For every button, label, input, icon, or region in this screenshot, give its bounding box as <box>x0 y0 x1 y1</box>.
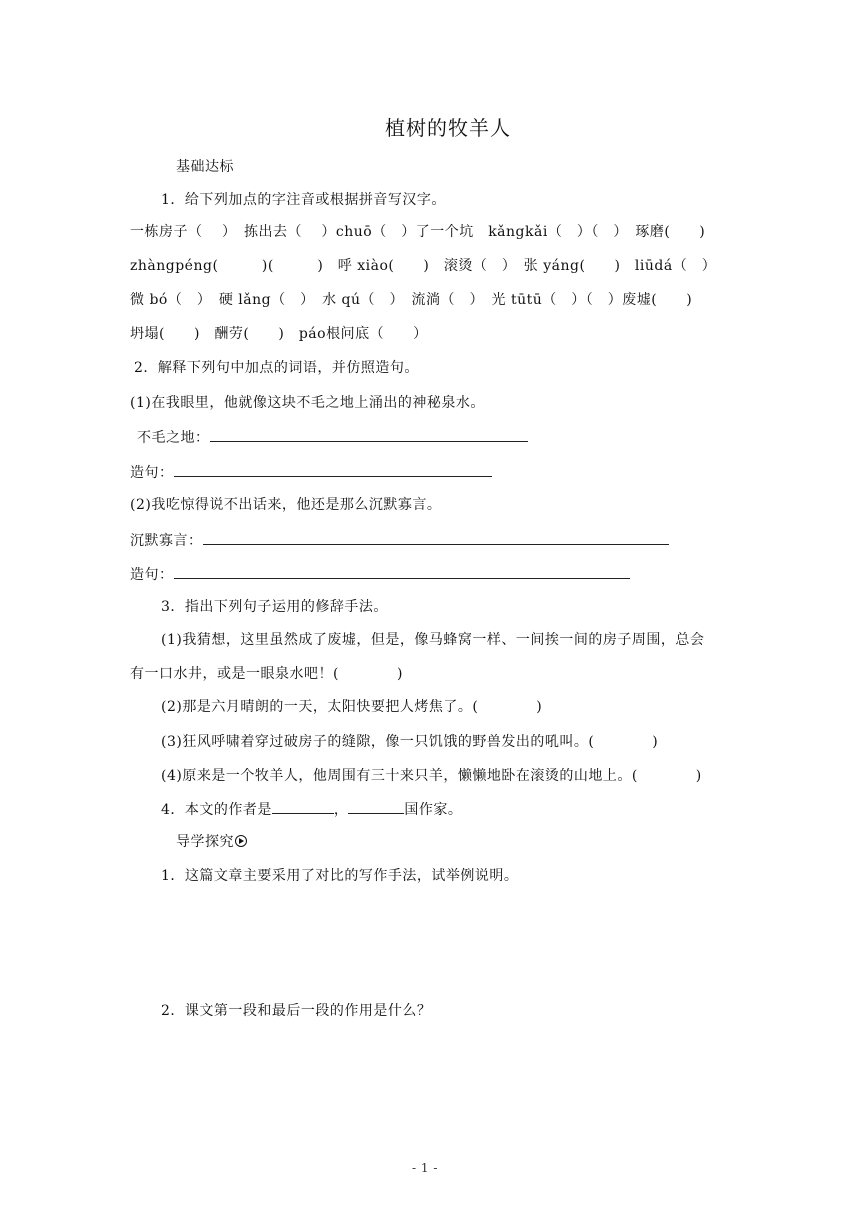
section-heading-text: 导学探究 <box>176 834 234 850</box>
q4-text-b: 国作家。 <box>404 802 463 818</box>
explore-question-1: 1．这篇文章主要采用了对比的写作手法，试举例说明。 <box>161 868 519 884</box>
answer-blank[interactable] <box>203 530 669 545</box>
question-1: 1．给下列加点的字注音或根据拼音写汉字。 <box>161 192 446 208</box>
q4-separator: ， <box>333 802 349 818</box>
page-title: 植树的牧羊人 <box>385 116 511 140</box>
section-heading-basics: 基础达标 <box>176 159 234 175</box>
q1-row-3: 微 bó（ ） 硬 lǎng（ ） 水 qú（ ） 流淌（ ） 光 tūtū（ ）（ ）废墟( ) <box>130 292 693 308</box>
answer-label: 不毛之地： <box>137 430 210 446</box>
q2-answer-line-1 <box>137 427 528 448</box>
q1-row-1: 一栋房子（ ） 拣出去（ ）chuō（ ）了一个坑 kǎngkǎi（ ）（ ） 琢磨( ) <box>130 224 706 240</box>
question-3: 3．指出下列句子运用的修辞手法。 <box>161 599 388 615</box>
q3-item-4: (4)原来是一个牧羊人，他周围有三十来只羊，懒懒地卧在滚烫的山地上。( ) <box>161 768 702 784</box>
q3-item-2: (2)那是六月晴朗的一天，太阳快要把人烤焦了。( ) <box>161 699 543 715</box>
answer-label: 造句： <box>130 567 174 583</box>
play-circle-icon <box>235 835 247 847</box>
answer-blank[interactable] <box>174 564 630 579</box>
q3-item-3: (3)狂风呼啸着穿过破房子的缝隙，像一只饥饿的野兽发出的吼叫。( ) <box>161 734 659 750</box>
author-blank[interactable] <box>272 799 334 814</box>
answer-blank[interactable] <box>174 462 492 477</box>
question-2: 2．解释下列句中加点的词语，并仿照造句。 <box>134 360 419 376</box>
explore-question-2: 2．课文第一段和最后一段的作用是什么？ <box>161 1003 432 1019</box>
country-blank[interactable] <box>348 799 404 814</box>
q3-item-1a: (1)我猜想，这里虽然成了废墟，但是，像马蜂窝一样、一间挨一间的房子周围，总会 <box>161 632 705 648</box>
page-number: - 1 - <box>412 1161 438 1175</box>
answer-blank[interactable] <box>210 427 528 442</box>
q1-row-2: zhàngpéng( )( ) 呼 xiào( ) 滚烫（ ） 张 yáng( ) liūdá（ ） <box>130 258 717 274</box>
q2-answer-line-2 <box>130 462 492 483</box>
q1-row-4: 坍塌( ) 酬劳( ) páo根问底（ ） <box>130 326 428 342</box>
answer-label: 沉默寡言： <box>130 533 203 549</box>
q2-sentence-1: (1)在我眼里，他就像这块不毛之地上涌出的神秘泉水。 <box>130 395 485 411</box>
q2-answer-line-4 <box>130 564 630 585</box>
question-4 <box>161 799 462 820</box>
q2-answer-line-3 <box>130 530 669 551</box>
q3-item-1b: 有一口水井，或是一眼泉水吧！( ) <box>130 666 403 682</box>
answer-label: 造句： <box>130 465 174 481</box>
q4-text-a: 4．本文的作者是 <box>161 802 272 818</box>
section-heading-explore <box>176 832 247 852</box>
q2-sentence-2: (2)我吃惊得说不出话来，他还是那么沉默寡言。 <box>130 497 442 513</box>
